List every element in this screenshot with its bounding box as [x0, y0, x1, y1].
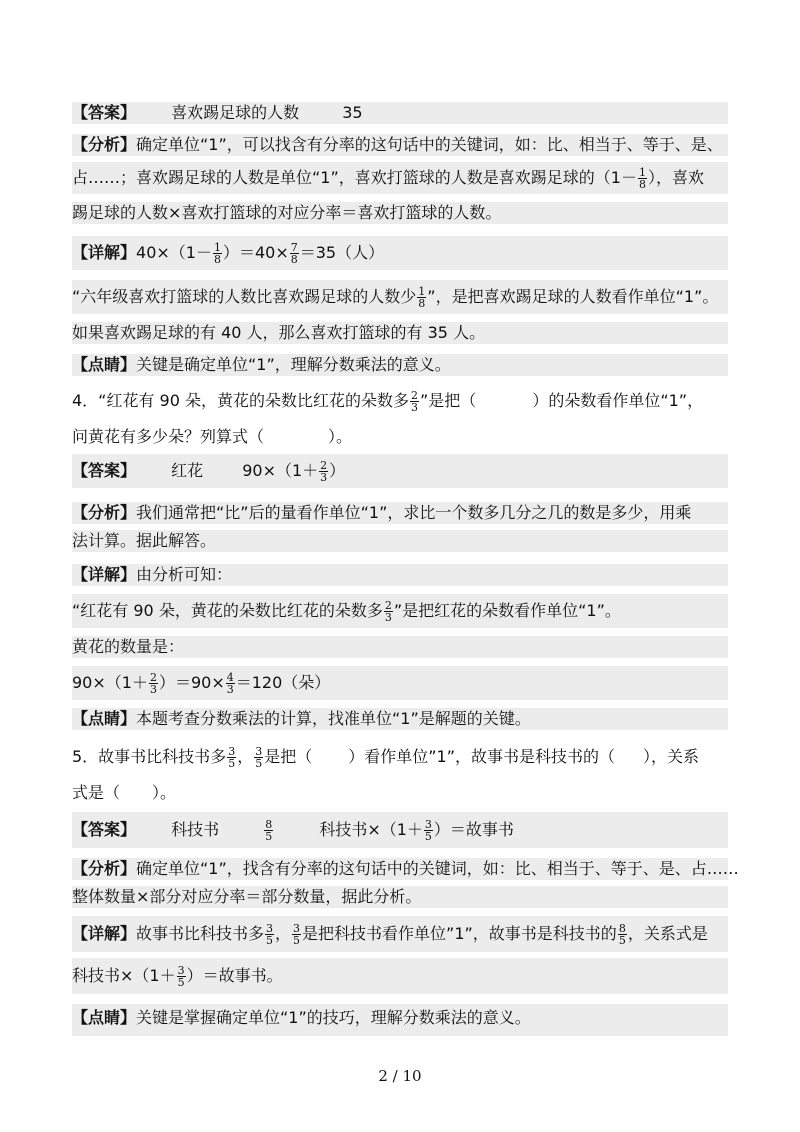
- fraction-numerator: 3: [293, 922, 301, 935]
- detail-text: 40×（1－: [136, 243, 212, 262]
- question-text: ）的朵数看作单位“1”，: [532, 391, 704, 410]
- detail-text: ，: [275, 924, 292, 943]
- detail-tag: 【详解】: [72, 565, 137, 584]
- fraction-numerator: 3: [266, 922, 274, 935]
- fraction: [638, 167, 647, 190]
- fraction: [410, 390, 419, 413]
- detail-text: 由分析可知：: [136, 565, 233, 584]
- fraction-denominator: 5: [228, 757, 236, 770]
- question-text: ，: [237, 747, 254, 766]
- fraction: [292, 923, 301, 946]
- detail-text: ＝120（朵）: [235, 673, 331, 692]
- fraction-denominator: 5: [177, 976, 185, 989]
- fraction-denominator: 5: [618, 934, 626, 947]
- fraction-numerator: 3: [177, 964, 185, 977]
- detail-line: [72, 594, 728, 628]
- answer-line: [72, 454, 728, 488]
- detail-text: ”，是把喜欢踢足球的人数看作单位“1”。: [427, 287, 719, 306]
- detail-text: 是把科技书看作单位”1”，故事书是科技书的: [302, 924, 617, 943]
- fraction-numerator: 3: [255, 745, 263, 758]
- detail-text: 90×（1＋: [72, 673, 148, 692]
- question-text: ”是把（: [420, 391, 477, 410]
- detail-line: [72, 236, 728, 270]
- answer-value: 90×（1＋: [242, 461, 319, 480]
- analysis-text: 占……；喜欢踢足球的人数是单位“1”，喜欢打篮球的人数是喜欢踢足球的（1－: [72, 168, 637, 187]
- detail-text: “红花有 90 朵，黄花的朵数比红花的朵数多: [72, 601, 383, 620]
- fraction-numerator: 8: [618, 922, 626, 935]
- detail-text: ”是把红花的朵数看作单位“1”。: [393, 601, 621, 620]
- fraction-numerator: 1: [638, 166, 646, 179]
- fraction-denominator: 3: [149, 683, 157, 696]
- key-text: 关键是确定单位“1”，理解分数乘法的意义。: [136, 355, 451, 374]
- fraction-numerator: 2: [411, 389, 419, 402]
- fraction-numerator: 7: [290, 241, 298, 254]
- fraction-numerator: 2: [384, 599, 392, 612]
- answer-value: ）＝故事书: [433, 820, 514, 839]
- fraction-denominator: 5: [293, 934, 301, 947]
- detail-line: [72, 636, 728, 658]
- fraction: [265, 923, 274, 946]
- fraction: [149, 672, 158, 695]
- question-stem: [72, 384, 728, 418]
- question-text: ）。: [328, 427, 353, 446]
- fraction-denominator: 5: [265, 830, 273, 843]
- detail-text: “六年级喜欢打篮球的人数比喜欢踢足球的人数少: [72, 287, 417, 306]
- detail-line: [72, 322, 728, 344]
- detail-text: ＝35（人）: [299, 243, 385, 262]
- answer-value: 科技书×（1＋: [319, 820, 423, 839]
- key-text: 本题考查分数乘法的计算，找准单位“1”是解题的关键。: [136, 709, 531, 728]
- fraction-denominator: 5: [266, 934, 274, 947]
- analysis-line: [72, 162, 728, 194]
- answer-value: 喜欢踢足球的人数: [171, 103, 300, 122]
- fraction-denominator: 8: [418, 297, 426, 310]
- key-text: 关键是掌握确定单位“1”的技巧，理解分数乘法的意义。: [136, 1008, 531, 1027]
- question-stem: [72, 426, 728, 448]
- key-line: [72, 708, 728, 730]
- detail-text: 科技书×（1＋: [72, 966, 176, 985]
- fraction: [319, 460, 328, 483]
- detail-line: [72, 280, 728, 314]
- question-stem: [72, 740, 728, 774]
- analysis-line: [72, 886, 728, 908]
- analysis-text: 确定单位“1”，可以找含有分率的这句话中的关键词，如：比、相当于、等于、是、: [136, 135, 723, 154]
- fraction-denominator: 5: [424, 830, 432, 843]
- analysis-line: [72, 202, 728, 224]
- fraction: [424, 819, 433, 842]
- detail-text: 黄花的数量是：: [72, 637, 185, 656]
- question-text: 5．故事书比科技书多: [72, 747, 227, 766]
- fraction-numerator: 2: [149, 671, 157, 684]
- detail-text: ）＝故事书。: [186, 966, 283, 985]
- fraction-denominator: 3: [384, 611, 392, 624]
- analysis-text: 整体数量×部分对应分率＝部分数量，据此分析。: [72, 887, 422, 906]
- key-tag: 【点睛】: [72, 355, 137, 374]
- fraction: [264, 819, 273, 842]
- analysis-text: 我们通常把“比”后的量看作单位“1”，求比一个数多几分之几的数是多少，用乘: [136, 503, 692, 522]
- question-text: ）看作单位”1”，故事书是科技书的（: [348, 747, 615, 766]
- fraction: [618, 923, 627, 946]
- question-text: ），关系: [642, 747, 699, 766]
- fraction: [384, 600, 393, 623]
- question-text: 是把（: [264, 747, 313, 766]
- analysis-text: 确定单位“1”，找含有分率的这句话中的关键词，如：比、相当于、等于、是、占……: [136, 859, 739, 878]
- question-stem: [72, 782, 728, 804]
- key-tag: 【点睛】: [72, 1008, 137, 1027]
- answer-line: [72, 812, 728, 848]
- analysis-tag: 【分析】: [72, 859, 137, 878]
- answer-tag: 【答案】: [72, 820, 137, 839]
- analysis-line: [72, 134, 728, 156]
- detail-text: ）＝40×: [222, 243, 289, 262]
- detail-line: [72, 564, 728, 586]
- detail-text: ）＝90×: [158, 673, 225, 692]
- question-text: 问黄花有多少朵？列算式（: [72, 427, 265, 446]
- detail-tag: 【详解】: [72, 924, 137, 943]
- fraction-numerator: 3: [424, 818, 432, 831]
- fraction-denominator: 8: [213, 253, 221, 266]
- answer-tag: 【答案】: [72, 461, 137, 480]
- fraction-denominator: 8: [290, 253, 298, 266]
- fraction: [177, 965, 186, 988]
- analysis-text: 法计算。据此解答。: [72, 531, 217, 550]
- detail-line: [72, 916, 728, 952]
- answer-line: [72, 102, 728, 124]
- fraction-numerator: 2: [320, 459, 328, 472]
- fraction: [417, 286, 426, 309]
- fraction-denominator: 3: [320, 471, 328, 484]
- fraction: [227, 746, 236, 769]
- fraction-denominator: 5: [255, 757, 263, 770]
- fraction-numerator: 8: [265, 818, 273, 831]
- fraction-denominator: 3: [226, 683, 234, 696]
- fraction: [226, 672, 235, 695]
- detail-tag: 【详解】: [72, 243, 137, 262]
- key-tag: 【点睛】: [72, 709, 137, 728]
- fraction-numerator: 4: [226, 671, 234, 684]
- key-line: [72, 354, 728, 376]
- detail-line: [72, 958, 728, 994]
- answer-value: 科技书: [171, 820, 220, 839]
- analysis-line: [72, 858, 739, 880]
- analysis-tag: 【分析】: [72, 135, 137, 154]
- page-number: 2 / 10: [378, 1067, 422, 1085]
- fraction: [254, 746, 263, 769]
- answer-value: 红花: [171, 461, 204, 480]
- fraction-denominator: 8: [638, 178, 646, 191]
- fraction: [213, 242, 222, 265]
- analysis-line: [72, 530, 728, 552]
- fraction-numerator: 3: [228, 745, 236, 758]
- analysis-line: [72, 502, 728, 524]
- fraction-numerator: 1: [213, 241, 221, 254]
- analysis-text: 踢足球的人数×喜欢打篮球的对应分率＝喜欢打篮球的人数。: [72, 203, 502, 222]
- question-text: 式是（ ）。: [72, 783, 177, 802]
- question-text: 4．“红花有 90 朵，黄花的朵数比红花的朵数多: [72, 391, 410, 410]
- detail-text: 如果喜欢踢足球的有 40 人，那么喜欢打篮球的有 35 人。: [72, 323, 486, 342]
- analysis-text: ），喜欢: [647, 168, 704, 187]
- answer-value: 35: [342, 103, 363, 122]
- fraction-denominator: 3: [411, 401, 419, 414]
- answer-value: ）: [329, 461, 346, 480]
- analysis-tag: 【分析】: [72, 503, 137, 522]
- fraction: [290, 242, 299, 265]
- key-line: [72, 1004, 728, 1036]
- detail-text: ，关系式是: [627, 924, 708, 943]
- fraction-numerator: 1: [418, 285, 426, 298]
- detail-text: 故事书比科技书多: [136, 924, 265, 943]
- answer-tag: 【答案】: [72, 103, 137, 122]
- detail-line: [72, 666, 728, 700]
